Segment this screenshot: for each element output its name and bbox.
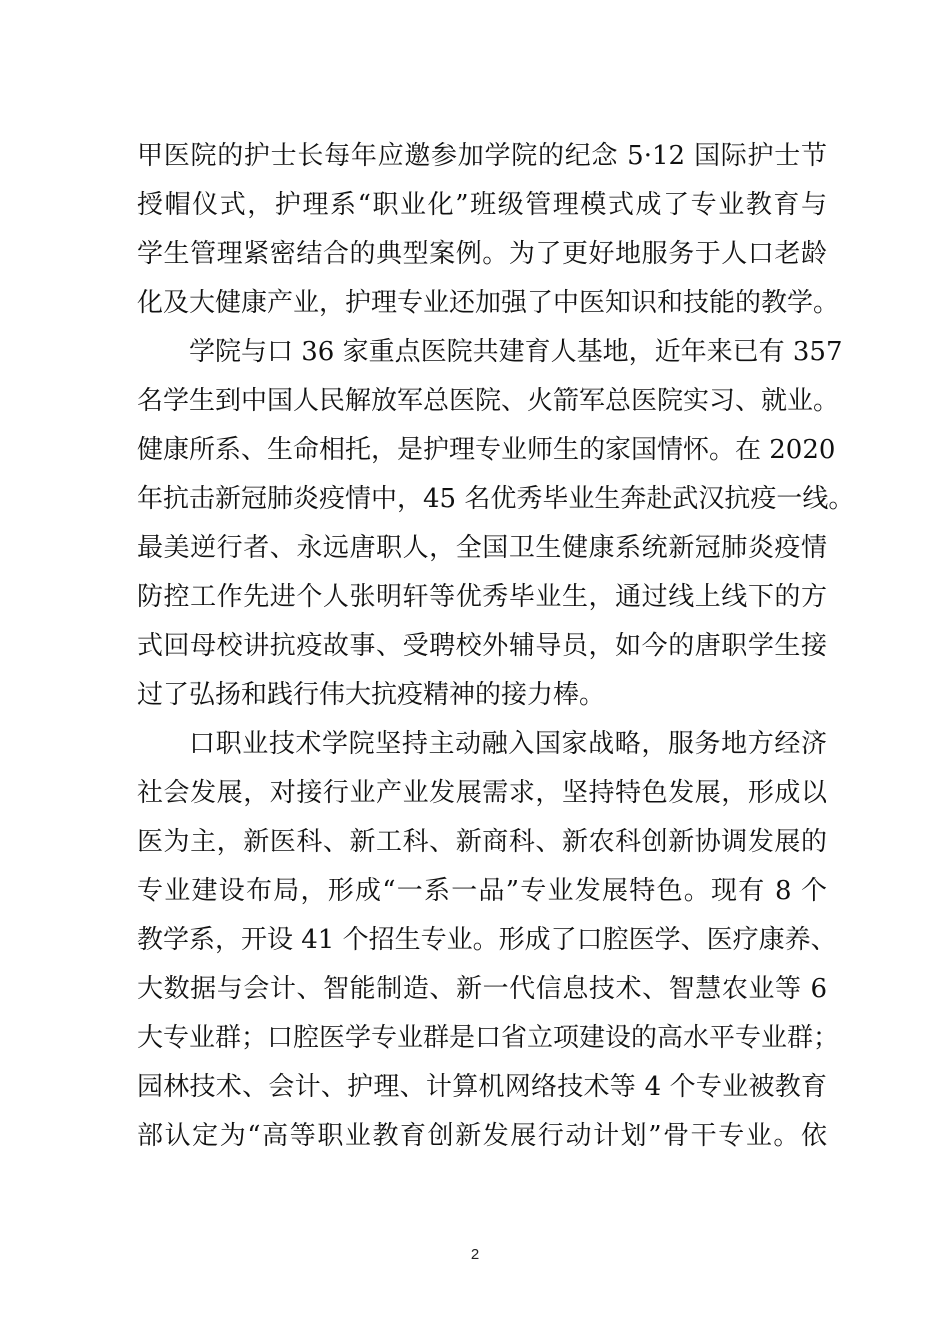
text-line: 学生管理紧密结合的典型案例。为了更好地服务于人口老龄 — [137, 239, 827, 269]
text-line: 教学系，开设 41 个招生专业。形成了口腔医学、医疗康养、 — [137, 925, 837, 955]
text-line: 年抗击新冠肺炎疫情中，45 名优秀毕业生奔赴武汉抗疫一线。 — [137, 484, 855, 514]
text-line: 园林技术、会计、护理、计算机网络技术等 4 个专业被教育 — [137, 1072, 827, 1102]
text-line: 健康所系、生命相托，是护理专业师生的家国情怀。在 2020 — [137, 435, 836, 465]
page-number: 2 — [470, 1246, 480, 1263]
text-line: 授帽仪式，护理系“职业化”班级管理模式成了专业教育与 — [137, 190, 827, 220]
text-line: 名学生到中国人民解放军总医院、火箭军总医院实习、就业。 — [137, 386, 840, 416]
document-body — [137, 132, 855, 1161]
text-line: 口职业技术学院坚持主动融入国家战略，服务地方经济 — [189, 729, 827, 759]
text-line: 专业建设布局，形成“一系一品”专业发展特色。现有 8 个 — [137, 876, 827, 906]
text-line: 部认定为“高等职业教育创新发展行动计划”骨干专业。依 — [137, 1121, 827, 1151]
text-line: 大专业群；口腔医学专业群是口省立项建设的高水平专业群； — [137, 1023, 840, 1053]
paragraph — [137, 132, 840, 328]
text-line: 医为主，新医科、新工科、新商科、新农科创新协调发展的 — [137, 827, 827, 857]
text-line: 学院与口 36 家重点医院共建育人基地，近年来已有 357 — [189, 337, 843, 367]
paragraph — [137, 720, 840, 1161]
text-line: 过了弘扬和践行伟大抗疫精神的接力棒。 — [137, 680, 606, 710]
text-line: 防控工作先进个人张明轩等优秀毕业生，通过线上线下的方 — [137, 582, 827, 612]
text-line: 甲医院的护士长每年应邀参加学院的纪念 5·12 国际护士节 — [137, 141, 827, 171]
text-line: 化及大健康产业，护理专业还加强了中医知识和技能的教学。 — [137, 288, 840, 318]
paragraph — [137, 328, 855, 720]
text-line: 最美逆行者、永远唐职人，全国卫生健康系统新冠肺炎疫情 — [137, 533, 827, 563]
text-line: 式回母校讲抗疫故事、受聘校外辅导员，如今的唐职学生接 — [137, 631, 827, 661]
text-line: 社会发展，对接行业产业发展需求，坚持特色发展，形成以 — [137, 778, 827, 808]
text-line: 大数据与会计、智能制造、新一代信息技术、智慧农业等 6 — [137, 974, 827, 1004]
